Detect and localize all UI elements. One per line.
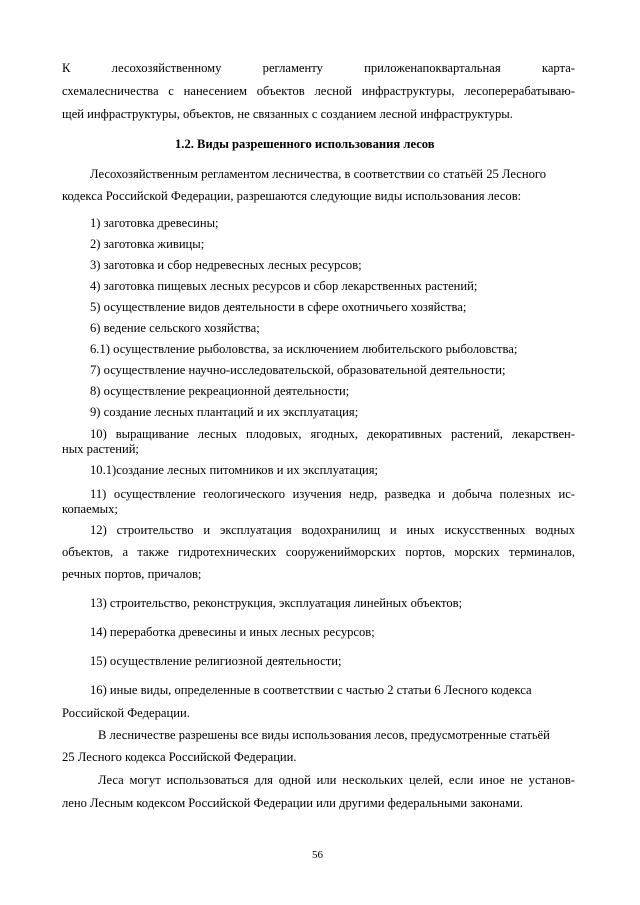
list-item-2: 2) заготовка живицы; <box>90 237 205 251</box>
lead-line-2: кодекса Российской Федерации, разрешаются следующие виды использования лесов: <box>62 189 522 203</box>
list-item-10-line-2: ных растений; <box>62 442 139 456</box>
list-item-12-line-2: объектов, а также гидротехнических сооруженийморских портов, морских терминалов, <box>62 545 575 559</box>
list-item-10-line-1: 10) выращивание лесных плодовых, ягодных, декоративных растений, лекарствен- <box>90 427 575 441</box>
list-item-15: 15) осуществление религиозной деятельности; <box>90 654 342 668</box>
list-item-13: 13) строительство, реконструкция, эксплуатация линейных объектов; <box>90 596 463 610</box>
list-item-16-line-2: Российской Федерации. <box>62 706 190 720</box>
intro-line-3: щей инфраструктуры, объектов, не связанных с созданием лесной инфраструктуры. <box>62 107 513 121</box>
list-item-7: 7) осуществление научно-исследовательской, образовательной деятельности; <box>90 363 506 377</box>
page-number: 56 <box>312 849 323 861</box>
purposes-para-line-1: Леса могут использоваться для одной или нескольких целей, если иное не установ- <box>98 773 575 787</box>
list-item-3: 3) заготовка и сбор недревесных лесных ресурсов; <box>90 258 362 272</box>
allowed-para-line-1: В лесничестве разрешены все виды использования лесов, предусмотренные статьёй <box>98 728 550 742</box>
list-item-12-line-1: 12) строительство и эксплуатация водохранилищ и иных искусственных водных <box>90 523 575 537</box>
list-item-8: 8) осуществление рекреационной деятельности; <box>90 384 350 398</box>
section-heading: 1.2. Виды разрешенного использования лесов <box>175 137 435 151</box>
list-item-16-line-1: 16) иные виды, определенные в соответствии с частью 2 статьи 6 Лесного кодекса <box>90 683 532 697</box>
intro-line-2: схемалесничества с нанесением объектов лесной инфраструктуры, лесоперерабатываю- <box>62 84 575 98</box>
list-item-1: 1) заготовка древесины; <box>90 216 219 230</box>
list-item-10-1: 10.1)создание лесных питомников и их эксплуатация; <box>90 463 379 477</box>
lead-line-1: Лесохозяйственным регламентом лесничества, в соответствии со статьёй 25 Лесного <box>90 167 547 181</box>
list-item-4: 4) заготовка пищевых лесных ресурсов и сбор лекарственных растений; <box>90 279 478 293</box>
list-item-6-1: 6.1) осуществление рыболовства, за исключением любительского рыболовства; <box>90 342 518 356</box>
list-item-11-line-2: копаемых; <box>62 502 118 516</box>
list-item-11-line-1: 11) осуществление геологического изучения недр, разведка и добыча полезных ис- <box>90 487 575 501</box>
list-item-9: 9) создание лесных плантаций и их эксплуатация; <box>90 405 359 419</box>
list-item-6: 6) ведение сельского хозяйства; <box>90 321 260 335</box>
purposes-para-line-2: лено Лесным кодексом Российской Федерации или другими федеральными законами. <box>62 796 523 810</box>
list-item-12-line-3: речных портов, причалов; <box>62 567 202 581</box>
list-item-5: 5) осуществление видов деятельности в сфере охотничьего хозяйства; <box>90 300 467 314</box>
intro-line-1: К лесохозяйственному регламенту приложенапоквартальная карта- <box>62 61 575 75</box>
list-item-14: 14) переработка древесины и иных лесных ресурсов; <box>90 625 375 639</box>
allowed-para-line-2: 25 Лесного кодекса Российской Федерации. <box>62 750 297 764</box>
